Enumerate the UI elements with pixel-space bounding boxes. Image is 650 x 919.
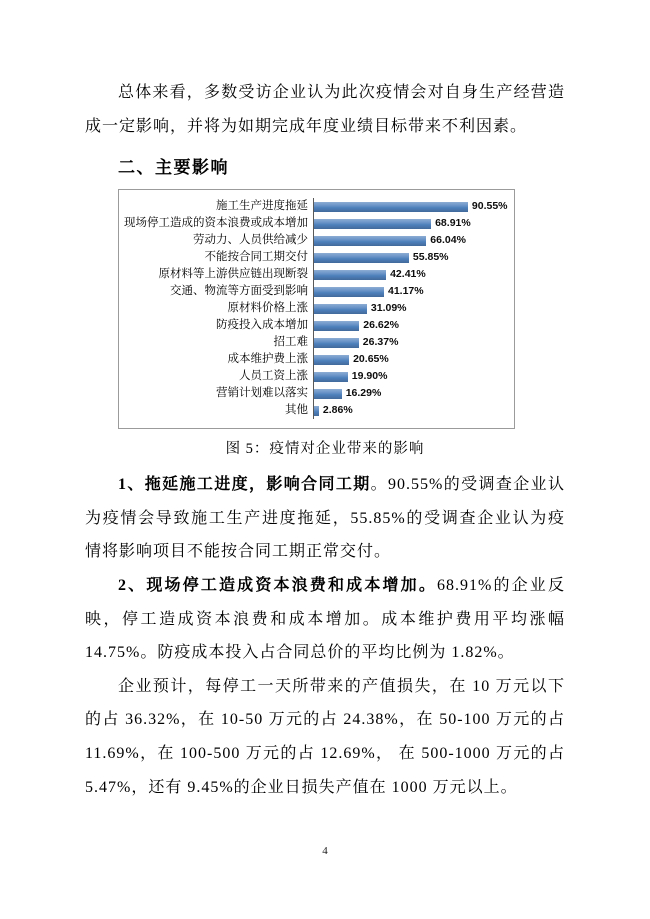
- chart-value-label: 2.86%: [319, 404, 353, 417]
- chart-row: [121, 215, 512, 232]
- chart-category-label: 原材料等上游供应链出现断裂: [158, 267, 308, 280]
- chart-value-label: 68.91%: [431, 217, 471, 230]
- paragraph-loss-estimate-body: 企业预计，每停工一天所带来的产值损失，在 10 万元以下的占 36.32%，在 10-50 万元的占 24.38%，在 50-100 万元的占 11.69%，在 100-500 万元的占 12.69%， 在 500-1000 万元的占 5.47%，还有 9.45%的企业日损失产值在 1000 万元以上。: [85, 677, 565, 796]
- chart-category-label: 交通、物流等方面受到影响: [170, 284, 308, 297]
- chart-bar-track: [313, 402, 512, 419]
- chart-category-label: 营销计划难以落实: [216, 386, 308, 399]
- chart-row: [121, 300, 512, 317]
- chart-bar-track: [313, 198, 512, 215]
- chart-category-label: 原材料价格上涨: [227, 301, 308, 314]
- chart-row: [121, 198, 512, 215]
- paragraph-delay-lead: 1、拖延施工进度，影响合同工期: [118, 476, 371, 494]
- intro-paragraph: 总体来看，多数受访企业认为此次疫情会对自身生产经营造成一定影响，并将为如期完成年度业绩目标带来不利因素。: [85, 84, 565, 135]
- chart-row: [121, 334, 512, 351]
- paragraph-loss-estimate: [85, 670, 565, 804]
- paragraph-cost-lead: 2、现场停工造成资本浪费和成本增加。: [118, 576, 437, 594]
- chart-row: [121, 232, 512, 249]
- chart-bar: [314, 304, 367, 314]
- chart-row: [121, 402, 512, 419]
- chart-bar-track: [313, 334, 512, 351]
- bar-chart-figure: [118, 189, 515, 429]
- bar-chart-plot-area: [121, 198, 512, 419]
- chart-row: [121, 351, 512, 368]
- chart-bar: [314, 253, 409, 263]
- chart-value-label: 26.37%: [359, 336, 399, 349]
- chart-bar: [314, 355, 349, 365]
- chart-value-label: 66.04%: [426, 234, 466, 247]
- chart-value-label: 26.62%: [359, 319, 399, 332]
- chart-category-label: 施工生产进度拖延: [216, 199, 308, 212]
- chart-bar: [314, 287, 384, 297]
- chart-bar-track: [313, 351, 512, 368]
- chart-row: [121, 283, 512, 300]
- chart-category-label: 招工难: [273, 335, 308, 348]
- chart-bar-track: [313, 249, 512, 266]
- chart-row: [121, 266, 512, 283]
- chart-value-label: 16.29%: [342, 387, 382, 400]
- chart-category-label: 其他: [285, 403, 308, 416]
- chart-bar: [314, 372, 348, 382]
- chart-bar: [314, 270, 386, 280]
- chart-value-label: 42.41%: [386, 268, 426, 281]
- figure-caption: 图 5：疫情对企业带来的影响: [225, 441, 425, 458]
- chart-category-label: 防疫投入成本增加: [216, 318, 308, 331]
- chart-category-label: 不能按合同工期交付: [204, 250, 308, 263]
- chart-bar: [314, 389, 342, 399]
- chart-category-label: 人员工资上涨: [239, 369, 308, 382]
- page-number: 4: [322, 845, 328, 857]
- paragraph-cost-body: 68.91%的企业反映，停工造成资本浪费和成本增加。成本维护费用平均涨幅 14.75%。防疫成本投入占合同总价的平均比例为 1.82%。: [85, 576, 565, 662]
- chart-bar-track: [313, 368, 512, 385]
- chart-bar-track: [313, 266, 512, 283]
- chart-bar-track: [313, 385, 512, 402]
- chart-value-label: 41.17%: [384, 285, 424, 298]
- paragraph-cost: [85, 569, 565, 670]
- chart-row: [121, 249, 512, 266]
- paragraph-delay: [85, 468, 565, 569]
- chart-bar: [314, 219, 431, 229]
- section-heading: 二、主要影响: [118, 158, 229, 178]
- chart-bar: [314, 202, 468, 212]
- paragraph-delay-body: 。90.55%的受调查企业认为疫情会导致施工生产进度拖延，55.85%的受调查企业认为疫情将影响项目不能按合同工期正常交付。: [85, 476, 565, 561]
- chart-value-label: 19.90%: [348, 370, 388, 383]
- chart-value-label: 90.55%: [468, 200, 508, 213]
- chart-value-label: 31.09%: [367, 302, 407, 315]
- chart-bar: [314, 338, 359, 348]
- chart-value-label: 55.85%: [409, 251, 449, 264]
- chart-category-label: 成本维护费上涨: [227, 352, 308, 365]
- chart-bar-track: [313, 215, 512, 232]
- chart-bar-track: [313, 232, 512, 249]
- chart-category-label: 现场停工造成的资本浪费或成本增加: [124, 216, 308, 229]
- chart-bar: [314, 321, 359, 331]
- chart-row: [121, 385, 512, 402]
- chart-bar-track: [313, 283, 512, 300]
- chart-row: [121, 317, 512, 334]
- chart-row: [121, 368, 512, 385]
- chart-category-label: 劳动力、人员供给减少: [193, 233, 308, 246]
- chart-value-label: 20.65%: [349, 353, 389, 366]
- chart-bar-track: [313, 300, 512, 317]
- chart-bar: [314, 236, 426, 246]
- chart-bar-track: [313, 317, 512, 334]
